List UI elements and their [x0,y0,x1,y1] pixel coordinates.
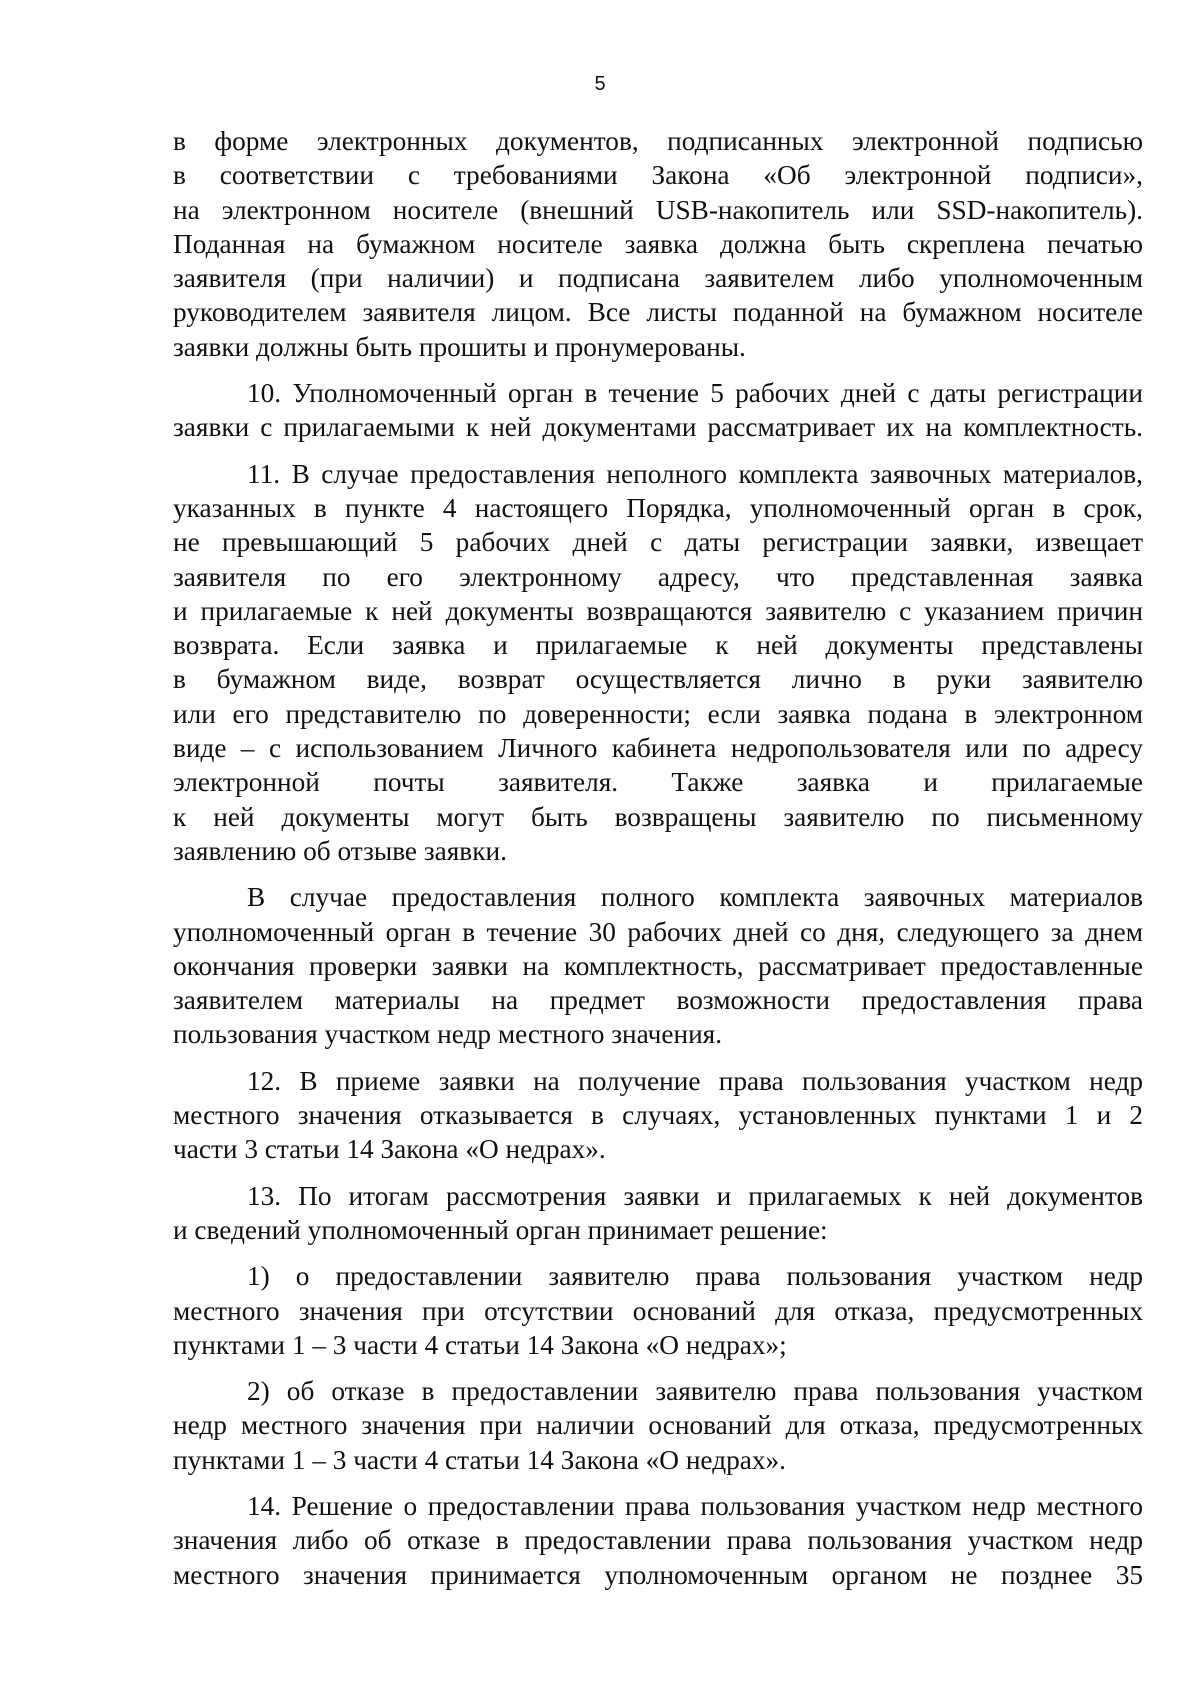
text-line: заявлению об отзыве заявки. [173,835,507,866]
text-line: 10. Уполномоченный орган в течение 5 рабочих дней с даты регистрации [247,378,1143,409]
text-line: к ней документы могут быть возвращены заявителю по письменному [173,801,1143,832]
text-line: указанных в пункте 4 настоящего Порядка, уполномоченный орган в срок, [173,492,1143,523]
paragraph [173,880,1143,1051]
text-line: 12. В приеме заявки на получение права пользования участком недр [247,1065,1143,1096]
document-body [173,124,1143,1604]
text-line: в форме электронных документов, подписанных электронной подписью [173,126,1143,156]
text-line: в бумажном виде, возврат осуществляется лично в руки заявителю [173,664,1143,695]
text-line: 2) об отказе в предоставлении заявителю права пользования участком [247,1376,1143,1407]
text-line: или его представителю по доверенности; если заявка подана в электронном [173,698,1143,729]
paragraph [173,1064,1143,1167]
text-line: 13. По итогам рассмотрения заявки и прилагаемых к ней документов [247,1180,1143,1211]
text-line: возврата. Если заявка и прилагаемые к ней документы представлены [173,630,1143,661]
text-line: в соответствии с требованиями Закона «Об электронной подписи», [173,160,1143,191]
text-line: на электронном носителе (внешний USB-накопитель или SSD-накопитель). [173,194,1143,225]
text-line: части 3 статьи 14 Закона «О недрах». [173,1134,606,1165]
text-line: пунктами 1 – 3 части 4 статьи 14 Закона «О недрах». [173,1444,786,1475]
text-line: заявки должны быть прошиты и пронумерованы. [173,331,746,362]
paragraph [173,1489,1143,1592]
text-line: электронной почты заявителя. Также заявка и прилагаемые [173,767,1143,798]
text-line: заявки с прилагаемыми к ней документами рассматривает их на комплектность. [173,412,1143,443]
text-line: заявителем материалы на предмет возможности предоставления права [173,985,1143,1016]
text-line: руководителем заявителя лицом. Все листы поданной на бумажном носителе [173,297,1143,328]
paragraph [173,124,1143,364]
text-line: и прилагаемые к ней документы возвращаются заявителю с указанием причин [173,595,1143,626]
text-line: и сведений уполномоченный орган принимает решение: [173,1214,828,1245]
text-line: уполномоченный орган в течение 30 рабочих дней со дня, следующего за днем [173,916,1143,947]
text-line: не превышающий 5 рабочих дней с даты регистрации заявки, извещает [173,527,1143,558]
text-line: заявителя по его электронному адресу, что представленная заявка [173,561,1143,592]
text-line: пунктами 1 – 3 части 4 статьи 14 Закона «О недрах»; [173,1329,787,1360]
paragraph [173,1259,1143,1362]
text-line: 11. В случае предоставления неполного комплекта заявочных материалов, [247,458,1143,489]
text-line: 1) о предоставлении заявителю права пользования участком недр [247,1261,1143,1292]
paragraph [173,1374,1143,1477]
paragraph [173,457,1143,869]
text-line: недр местного значения при наличии оснований для отказа, предусмотренных [173,1410,1143,1441]
text-line: значения либо об отказе в предоставлении права пользования участком недр [173,1525,1143,1556]
text-line: заявителя (при наличии) и подписана заявителем либо уполномоченным [173,263,1143,294]
text-line: В случае предоставления полного комплекта заявочных материалов [247,882,1143,913]
text-line: виде – с использованием Личного кабинета недропользователя или по адресу [173,733,1143,764]
text-line: 14. Решение о предоставлении права пользования участком недр местного [247,1490,1143,1521]
text-line: местного значения отказывается в случаях, установленных пунктами 1 и 2 [173,1100,1143,1131]
text-line: местного значения при отсутствии оснований для отказа, предусмотренных [173,1295,1143,1326]
text-line: окончания проверки заявки на комплектность, рассматривает предоставленные [173,950,1143,981]
paragraph [173,376,1143,445]
paragraph [173,1179,1143,1248]
page-number: 5 [594,73,606,95]
text-line: Поданная на бумажном носителе заявка должна быть скреплена печатью [173,228,1143,259]
text-line: местного значения принимается уполномоченным органом не позднее 35 [173,1559,1143,1590]
text-line: пользования участком недр местного значения. [173,1019,723,1050]
